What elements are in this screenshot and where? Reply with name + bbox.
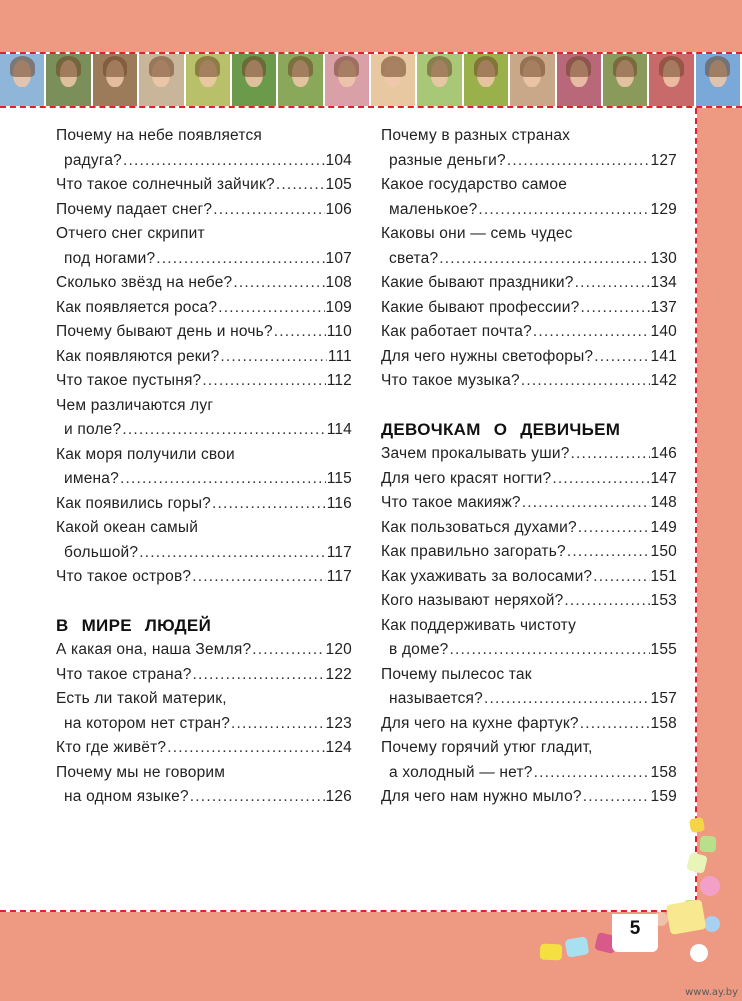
toc-entry-line [381, 320, 677, 345]
toc-entry-line [56, 198, 352, 223]
toc-entry-line [381, 565, 677, 590]
toc-page-number: 140 [650, 323, 677, 340]
toc-entry-title: Что такое пустыня? [56, 372, 202, 389]
toc-entry-line [56, 492, 352, 517]
child-photo [557, 54, 603, 106]
toc-page-number: 141 [650, 347, 677, 365]
decorative-square [700, 836, 717, 853]
toc-page-number: 137 [650, 298, 677, 316]
dot-leader [522, 491, 650, 516]
toc-entry-line [381, 296, 677, 321]
dot-leader [122, 418, 325, 443]
toc-entry-title: А какая она, наша Земля? [56, 641, 252, 658]
toc-entry-title: Почему на небе появляется [56, 127, 263, 144]
toc-entry-line [56, 736, 352, 761]
child-photo [93, 54, 139, 106]
toc-page-number: 122 [325, 665, 352, 683]
toc-entry-line [381, 540, 677, 565]
decorative-square [666, 899, 707, 935]
toc-page-number: 147 [650, 469, 677, 487]
dot-leader [193, 663, 325, 688]
toc-page-number: 115 [326, 470, 352, 487]
dot-leader [120, 467, 326, 492]
toc-page-number: 148 [650, 494, 677, 511]
dot-leader [567, 540, 650, 565]
child-photo [46, 54, 92, 106]
toc-page-number: 106 [325, 200, 352, 218]
toc-entry-title: Как работает почта? [381, 323, 532, 340]
toc-entry-line [56, 785, 352, 810]
dot-leader [190, 785, 325, 810]
child-photo [0, 54, 46, 106]
dot-leader [580, 296, 649, 321]
child-photo [464, 54, 510, 106]
toc-page-number: 117 [326, 543, 352, 561]
dot-leader [575, 271, 650, 296]
toc-entry-title: Что такое остров? [56, 568, 192, 585]
toc-entry-line [56, 467, 352, 492]
toc-entry-title: под ногами? [64, 249, 156, 267]
toc-entry-title: Почему горячий утюг гладит, [381, 739, 593, 756]
toc-entry-title: Как поддерживать чистоту [381, 616, 577, 634]
toc-entry-line [56, 247, 352, 272]
toc-entry-title: имена? [64, 470, 119, 487]
dot-leader [213, 198, 324, 223]
dot-leader [231, 712, 325, 737]
dot-leader [478, 198, 649, 223]
toc-entry-line [381, 222, 677, 247]
toc-entry-title: называется? [389, 690, 483, 707]
toc-entry-title: Отчего снег скрипит [56, 225, 205, 242]
dot-leader [139, 541, 325, 566]
toc-entry-line [381, 247, 677, 272]
toc-page-number: 116 [326, 494, 352, 512]
toc-page-number: 112 [326, 372, 352, 389]
toc-entry-title: Почему пылесос так [381, 665, 532, 683]
dot-leader [276, 173, 325, 198]
toc-page-number: 120 [325, 641, 352, 658]
section-title: ДЕВОЧКАМ О ДЕВИЧЬЕМ [381, 419, 621, 439]
dot-leader [220, 345, 326, 370]
toc-entry-line [381, 345, 677, 370]
toc-entry-line [56, 638, 352, 663]
toc-entry-title: в доме? [389, 641, 449, 658]
contents-column-right [381, 124, 677, 810]
toc-page-number: 158 [650, 714, 677, 732]
toc-page-number: 105 [325, 176, 352, 193]
toc-page-number: 146 [650, 445, 677, 462]
toc-entry-title: Как моря получили свои [56, 445, 235, 463]
dot-leader [521, 369, 650, 394]
toc-entry-line [56, 418, 352, 443]
toc-entry-line [56, 320, 352, 345]
child-photo [186, 54, 232, 106]
toc-entry-line [56, 761, 352, 786]
toc-entry-title: Почему в разных странах [381, 127, 571, 144]
toc-entry-title: Почему мы не говорим [56, 763, 226, 781]
child-photo [232, 54, 278, 106]
toc-entry-line [381, 687, 677, 712]
dot-leader [450, 638, 650, 663]
toc-page-number: 151 [650, 567, 677, 585]
toc-page-number: 124 [325, 739, 352, 756]
toc-entry-line [56, 516, 352, 541]
toc-entry-line [381, 614, 677, 639]
dot-leader [218, 296, 324, 321]
dot-leader [571, 442, 650, 467]
toc-entry-line [381, 761, 677, 786]
toc-entry-line [56, 124, 352, 149]
toc-entry-title: Для чего нам нужно мыло? [381, 788, 582, 805]
toc-entry-title: Кто где живёт? [56, 739, 167, 756]
toc-entry-title: Сколько звёзд на небе? [56, 274, 233, 291]
dot-leader [533, 320, 650, 345]
toc-entry-title: Как правильно загорать? [381, 543, 566, 560]
toc-entry-title: радуга? [64, 151, 122, 169]
toc-page-number: 107 [325, 249, 352, 267]
toc-entry-title: Как пользоваться духами? [381, 518, 577, 536]
toc-entry-title: Как появились горы? [56, 494, 211, 512]
contents-page [0, 108, 697, 912]
dot-leader [167, 736, 324, 761]
toc-entry-line [381, 124, 677, 149]
toc-entry-title: Какие бывают профессии? [381, 298, 580, 316]
child-photo [139, 54, 185, 106]
child-photo [417, 54, 463, 106]
dot-leader [202, 369, 325, 394]
child-photo [510, 54, 556, 106]
decorative-square [688, 942, 710, 964]
toc-entry-title: Есть ли такой материк, [56, 690, 227, 707]
toc-entry-title: Для чего нужны светофоры? [381, 347, 594, 365]
toc-page-number: 104 [325, 151, 352, 169]
toc-entry-line [381, 516, 677, 541]
toc-entry-title: маленькое? [389, 200, 478, 218]
toc-page-number: 142 [650, 372, 677, 389]
toc-entry-line [56, 443, 352, 468]
toc-entry-line [381, 149, 677, 174]
toc-entry-title: Почему бывают день и ночь? [56, 323, 273, 340]
toc-page-number: 123 [325, 714, 352, 732]
top-band [0, 0, 742, 52]
section-gap [381, 394, 677, 418]
toc-entry-line [56, 541, 352, 566]
toc-entry-line [56, 149, 352, 174]
child-photo [603, 54, 649, 106]
dot-leader [507, 149, 650, 174]
toc-entry-line [56, 394, 352, 419]
toc-entry-line [381, 271, 677, 296]
toc-entry-title: Чем различаются луг [56, 396, 214, 414]
toc-entry-title: Для чего на кухне фартук? [381, 714, 579, 732]
decorative-square [565, 936, 590, 958]
child-photo [696, 54, 742, 106]
toc-entry-line [56, 173, 352, 198]
toc-entry-line [381, 663, 677, 688]
toc-entry-line [381, 712, 677, 737]
contents-column-left [56, 124, 352, 810]
toc-entry-line [381, 491, 677, 516]
toc-page-number: 117 [326, 568, 352, 585]
toc-entry-line [56, 222, 352, 247]
toc-entry-line [381, 198, 677, 223]
decorative-square [689, 817, 705, 833]
dot-leader [552, 467, 649, 492]
toc-page-number: 153 [650, 592, 677, 609]
toc-entry-line [381, 173, 677, 198]
toc-entry-title: Как ухаживать за волосами? [381, 567, 593, 585]
toc-entry-title: а холодный — нет? [389, 763, 533, 781]
toc-entry-title: и поле? [64, 421, 122, 438]
dot-leader [439, 247, 649, 272]
watermark: www.ay.by [685, 987, 738, 998]
toc-entry-title: большой? [64, 543, 139, 561]
toc-entry-title: Каковы они — семь чудес [381, 225, 573, 242]
toc-entry-line [56, 296, 352, 321]
toc-page-number: 157 [650, 690, 677, 707]
dot-leader [564, 589, 649, 614]
toc-page-number: 127 [650, 151, 677, 169]
child-photo [325, 54, 371, 106]
decorative-square [540, 944, 563, 961]
child-photo [371, 54, 417, 106]
dot-leader [594, 345, 649, 370]
toc-page-number: 130 [650, 249, 677, 267]
child-photo [278, 54, 324, 106]
toc-page-number: 159 [650, 788, 677, 805]
dot-leader [192, 565, 325, 590]
dot-leader [484, 687, 650, 712]
toc-entry-line [381, 785, 677, 810]
dot-leader [156, 247, 324, 272]
dot-leader [593, 565, 649, 590]
toc-page-number: 150 [650, 543, 677, 560]
toc-entry-line [381, 736, 677, 761]
toc-entry-line [381, 369, 677, 394]
toc-entry-title: Как появляются реки? [56, 347, 220, 365]
toc-page-number: 129 [650, 200, 677, 218]
toc-entry-title: Что такое макияж? [381, 494, 521, 511]
toc-entry-line [381, 467, 677, 492]
child-photo [649, 54, 695, 106]
dot-leader [252, 638, 324, 663]
toc-entry-line [381, 638, 677, 663]
toc-entry-title: Что такое солнечный зайчик? [56, 176, 275, 193]
toc-page-number: 134 [650, 274, 677, 291]
toc-page-number: 158 [650, 763, 677, 781]
toc-entry-title: Какое государство самое [381, 176, 568, 193]
toc-entry-title: света? [389, 249, 439, 267]
toc-page-number: 110 [326, 323, 352, 340]
toc-entry-title: Как появляется роса? [56, 298, 218, 316]
section-gap [56, 590, 352, 614]
page-number: 5 [612, 914, 658, 952]
toc-page-number: 109 [325, 298, 352, 316]
toc-entry-title: на одном языке? [64, 788, 189, 805]
dot-leader [212, 492, 326, 517]
toc-entry-title: разные деньги? [389, 151, 506, 169]
dot-leader [580, 712, 650, 737]
toc-entry-line [56, 687, 352, 712]
toc-entry-line [56, 565, 352, 590]
toc-page-number: 111 [327, 347, 352, 365]
section-title: В МИРЕ ЛЮДЕЙ [56, 615, 212, 635]
toc-entry-title: Что такое музыка? [381, 372, 520, 389]
toc-entry-line [56, 369, 352, 394]
toc-entry-line [56, 271, 352, 296]
toc-entry-line [56, 663, 352, 688]
dot-leader [274, 320, 326, 345]
toc-entry-title: Какие бывают праздники? [381, 274, 574, 291]
dot-leader [123, 149, 325, 174]
toc-page-number: 126 [325, 788, 352, 805]
toc-entry-title: Зачем прокалывать уши? [381, 445, 570, 462]
toc-page-number: 155 [650, 641, 677, 658]
decorative-square [698, 874, 721, 897]
toc-entry-line [56, 345, 352, 370]
toc-entry-title: Для чего красят ногти? [381, 469, 552, 487]
toc-page-number: 114 [326, 421, 352, 438]
photo-strip [0, 52, 742, 108]
toc-entry-title: на котором нет стран? [64, 714, 231, 732]
dot-leader [578, 516, 650, 541]
toc-entry-title: Какой океан самый [56, 519, 199, 536]
toc-entry-line [381, 589, 677, 614]
dot-leader [534, 761, 650, 786]
toc-entry-line [381, 442, 677, 467]
toc-entry-title: Что такое страна? [56, 665, 192, 683]
toc-page-number: 149 [650, 518, 677, 536]
toc-page-number: 108 [325, 274, 352, 291]
toc-entry-title: Почему падает снег? [56, 200, 213, 218]
dot-leader [583, 785, 650, 810]
toc-entry-line [56, 712, 352, 737]
dot-leader [233, 271, 324, 296]
toc-entry-title: Кого называют неряхой? [381, 592, 564, 609]
